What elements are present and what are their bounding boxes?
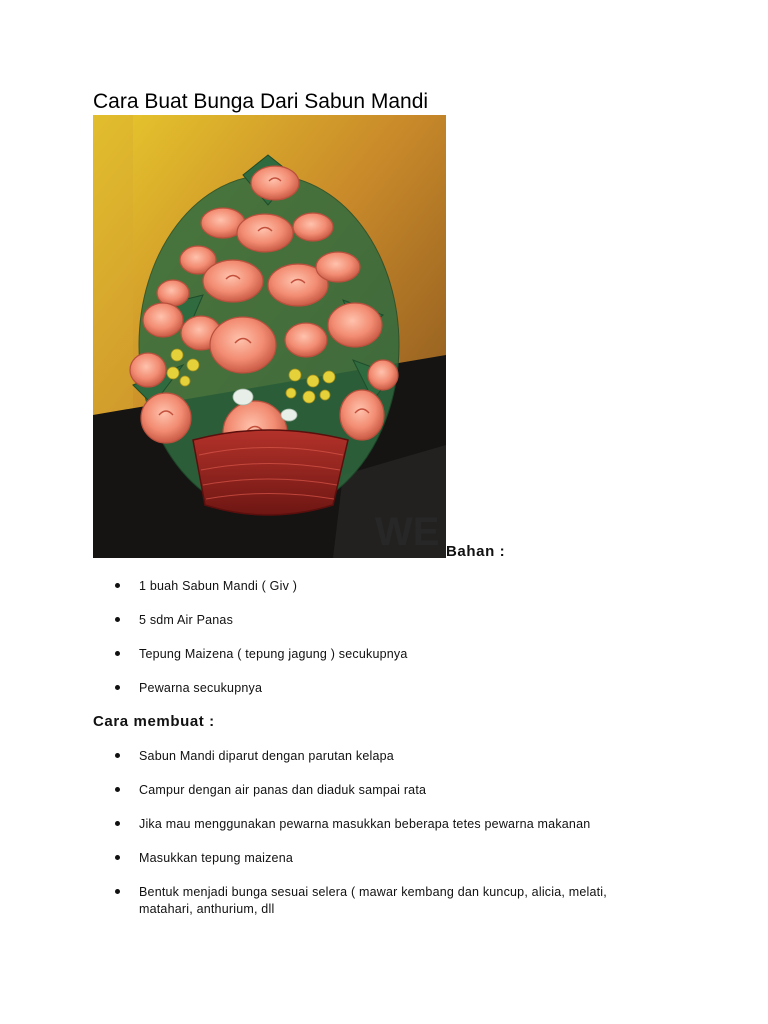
section-heading-bahan: Bahan : — [446, 543, 506, 560]
list-item-text: 5 sdm Air Panas — [139, 613, 234, 627]
list-item-text: Jika mau menggunakan pewarna masukkan beberapa tetes pewarna makanan — [139, 817, 591, 831]
list-item — [93, 884, 653, 918]
list-item-text: 1 buah Sabun Mandi ( Giv ) — [139, 579, 298, 593]
bullet-icon — [115, 889, 120, 894]
list-item-text: Pewarna secukupnya — [139, 681, 263, 695]
bullet-icon — [115, 583, 120, 588]
list-item — [93, 578, 653, 595]
list-item — [93, 816, 653, 833]
list-item — [93, 782, 653, 799]
ingredient-list — [93, 578, 653, 697]
list-item-text: Bentuk menjadi bunga sesuai selera ( mawar kembang dan kuncup, alicia, melati, matahari, anthurium, dll — [139, 885, 607, 916]
list-item — [93, 850, 653, 867]
bullet-icon — [115, 685, 120, 690]
soap-flower-photo — [93, 115, 446, 558]
list-item — [93, 646, 653, 663]
steps-list — [93, 748, 653, 918]
list-item-text: Masukkan tepung maizena — [139, 851, 293, 865]
list-item — [93, 748, 653, 765]
list-item — [93, 612, 653, 629]
svg-text:WE: WE — [375, 510, 440, 554]
bullet-icon — [115, 855, 120, 860]
bullet-icon — [115, 787, 120, 792]
bullet-icon — [115, 753, 120, 758]
bullet-icon — [115, 617, 120, 622]
list-item-text: Campur dengan air panas dan diaduk sampai rata — [139, 783, 427, 797]
list-item-text: Sabun Mandi diparut dengan parutan kelapa — [139, 749, 394, 763]
bullet-icon — [115, 651, 120, 656]
section-heading-cara-membuat: Cara membuat : — [93, 713, 215, 730]
list-item-text: Tepung Maizena ( tepung jagung ) secukupnya — [139, 647, 408, 661]
bullet-icon — [115, 821, 120, 826]
page-title: Cara Buat Bunga Dari Sabun Mandi — [93, 90, 429, 113]
list-item — [93, 680, 653, 697]
